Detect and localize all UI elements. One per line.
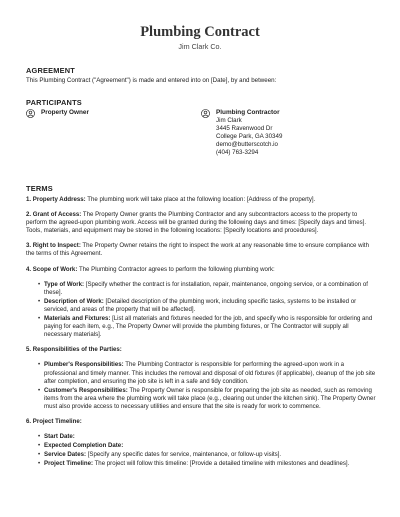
item-text: The Property Owner is responsible for preparing the job site as needed, such as removing items from the area where the plumbing work will take place (e.g., clearing out under the kitchen sink). The Property Owner must also provide access to necessary utilities and ensure that the site is ready for work to commence. bbox=[44, 386, 376, 410]
contractor-name: Jim Clark bbox=[216, 117, 242, 124]
item-label: Project Timeline: bbox=[44, 460, 93, 468]
person-icon bbox=[26, 109, 35, 118]
timeline-list bbox=[26, 433, 378, 468]
item-label: Plumber's Responsibilities: bbox=[44, 361, 124, 369]
contractor-email: demo@butterscotch.io bbox=[216, 141, 278, 148]
term-label: 1. Property Address: bbox=[26, 196, 86, 203]
terms-body bbox=[26, 196, 378, 475]
term-label: 5. Responsibilities of the Parties: bbox=[26, 346, 122, 354]
item-label: Materials and Fixtures: bbox=[44, 315, 111, 323]
participants-heading: PARTICIPANTS bbox=[26, 98, 82, 107]
list-item bbox=[44, 281, 378, 297]
item-label: Start Date: bbox=[44, 433, 75, 441]
term-grant-of-access bbox=[26, 211, 378, 235]
party-plumbing-contractor bbox=[201, 109, 282, 157]
item-label: Expected Completion Date: bbox=[44, 442, 124, 450]
term-text: The Plumbing Contractor agrees to perform the following plumbing work: bbox=[77, 265, 275, 273]
term-label: 6. Project Timeline: bbox=[26, 417, 82, 425]
item-text: [Specify any specific dates for service, maintenance, or follow-up visits]. bbox=[86, 451, 282, 459]
term-text: The plumbing work will take place at the following location: [Address of the property]. bbox=[85, 196, 316, 203]
item-label: Type of Work: bbox=[44, 280, 85, 288]
person-icon bbox=[201, 109, 210, 118]
list-item bbox=[44, 361, 378, 385]
item-text: The project will follow this timeline: [Provide a detailed timeline with milestones and deadlines]. bbox=[93, 460, 350, 468]
item-text: [List all materials and fixtures needed for the job, and specify who is responsible for ordering and paying for each item, e.g., The Property Owner will provide the plumbing fixtures, or The Contractor will supply all necessary materials]. bbox=[44, 315, 373, 339]
contractor-city: College Park, GA 30349 bbox=[216, 133, 283, 140]
terms-heading: TERMS bbox=[26, 184, 53, 193]
agreement-heading: AGREEMENT bbox=[26, 66, 76, 75]
list-item bbox=[44, 387, 378, 411]
item-label: Customer's Responsibilities: bbox=[44, 386, 128, 394]
term-property-address bbox=[26, 196, 378, 204]
term-text: The Property Owner retains the right to inspect the work at any reasonable time to ensure compliance with the terms of this Agreement. bbox=[26, 242, 369, 258]
list-item bbox=[44, 451, 378, 459]
list-item bbox=[44, 442, 378, 450]
item-text: The Plumbing Contractor is responsible for performing the agreed-upon work in a professional and timely manner. This includes the removal and disposal of old fixtures (if applicable), cleanup of the job site after completion, and ensuring the job site is left in a safe and tidy condition. bbox=[44, 361, 376, 385]
term-text: The Property Owner grants the Plumbing Contractor and any subcontractors access to the property to perform the agreed-upon plumbing work. Access will be granted during the following days and times: [Specify days and times]. Tools, materials, and equipment may be stored in the following locations: [Specify locations and procedures]. bbox=[26, 211, 367, 235]
item-text: [Detailed description of the plumbing work, including specific tasks, systems to be installed or serviced, and areas of the property that will be affected]. bbox=[44, 297, 357, 313]
term-right-to-inspect bbox=[26, 242, 378, 258]
item-text: [Specify whether the contract is for installation, repair, maintenance, ongoing service, or a combination of these]. bbox=[44, 280, 368, 296]
term-scope-of-work bbox=[26, 266, 378, 274]
contractor-street: 3445 Ravenwood Dr bbox=[216, 125, 273, 132]
owner-role: Property Owner bbox=[41, 109, 89, 116]
contractor-phone: (404) 763-3294 bbox=[216, 149, 259, 156]
term-label: 2. Grant of Access: bbox=[26, 211, 82, 219]
agreement-text: This Plumbing Contract ("Agreement") is made and entered into on [Date], by and between: bbox=[26, 77, 277, 84]
item-label: Description of Work: bbox=[44, 297, 104, 305]
list-item bbox=[44, 460, 378, 468]
list-item bbox=[44, 298, 378, 314]
term-project-timeline bbox=[26, 418, 378, 426]
party-property-owner bbox=[26, 109, 89, 118]
item-label: Service Dates: bbox=[44, 451, 87, 459]
document-title: Plumbing Contract bbox=[140, 24, 260, 40]
company-name: Jim Clark Co. bbox=[178, 42, 222, 51]
contractor-role: Plumbing Contractor bbox=[216, 109, 280, 116]
term-responsibilities bbox=[26, 346, 378, 354]
responsibilities-list bbox=[26, 361, 378, 411]
term-label: 4. Scope of Work: bbox=[26, 265, 78, 273]
list-item bbox=[44, 315, 378, 339]
term-label: 3. Right to Inspect: bbox=[26, 242, 81, 250]
list-item bbox=[44, 433, 378, 441]
scope-list bbox=[26, 281, 378, 340]
